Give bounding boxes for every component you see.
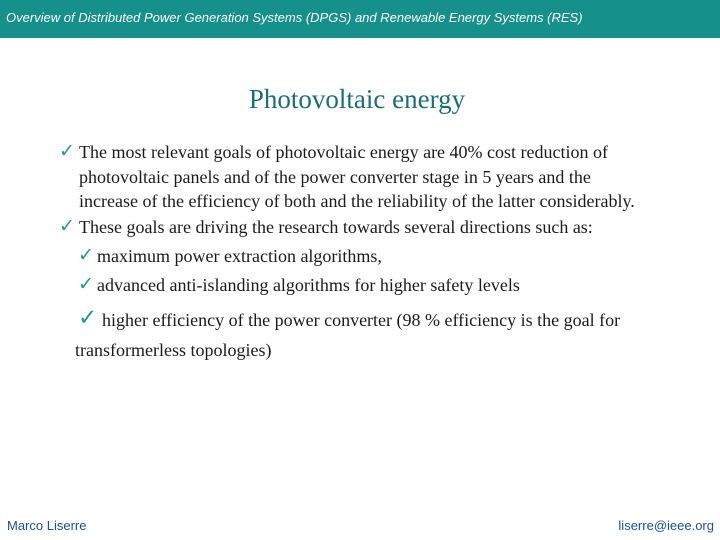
- subitem-3-continuation: transformerless topologies): [75, 340, 272, 360]
- checkmark-icon: ✓: [78, 274, 94, 295]
- footer-author: Marco Liserre: [7, 518, 87, 533]
- checkmark-icon: ✓: [78, 245, 94, 266]
- checkmark-icon: ✓: [59, 216, 75, 237]
- checkmark-icon: ✓: [78, 305, 98, 330]
- subitem-2: advanced anti-islanding algorithms for higher safety levels: [97, 275, 520, 295]
- bullet1-line2: photovoltaic panels and of the power converter stage in 5 years and the: [79, 167, 591, 187]
- footer-email: liserre@ieee.org: [618, 518, 714, 533]
- slide-title: Photovoltaic energy: [248, 84, 466, 114]
- subitem-3: higher efficiency of the power converter (98 % efficiency is the goal for: [102, 310, 621, 330]
- bullet2-text: These goals are driving the research towards several directions such as:: [79, 217, 593, 237]
- header-title: Overview of Distributed Power Generation Systems (DPGS) and Renewable Energy Systems (RES): [6, 10, 583, 25]
- subitem-1: maximum power extraction algorithms,: [97, 246, 382, 266]
- bullet1-line1: The most relevant goals of photovoltaic energy are 40% cost reduction of: [79, 142, 609, 162]
- header-bar: [0, 0, 720, 38]
- checkmark-icon: ✓: [59, 141, 75, 162]
- bullet1-line3: increase of the efficiency of both and the reliability of the latter considerably.: [79, 191, 635, 211]
